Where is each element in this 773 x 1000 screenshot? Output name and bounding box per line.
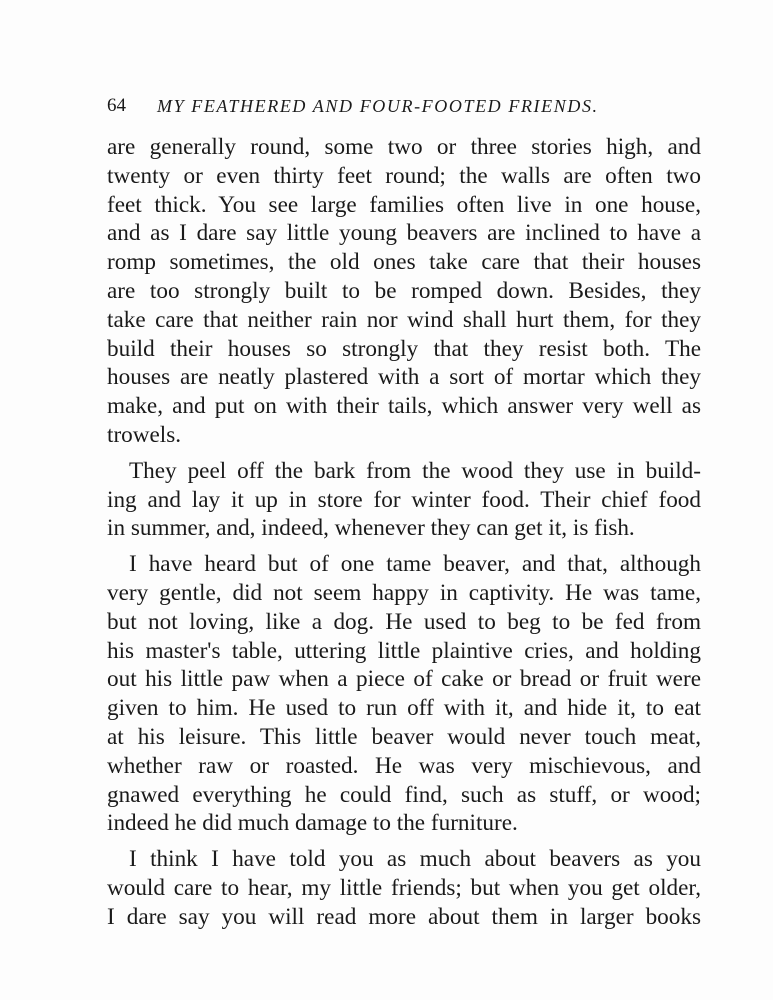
text-line: make, and put on with their tails, which answer very well as bbox=[107, 393, 701, 420]
text-line: take care that neither rain nor wind shall hurt them, for they bbox=[107, 306, 701, 333]
text-line: build their houses so strongly that they resist both. The bbox=[107, 335, 701, 362]
text-line: ing and lay it up in store for winter food. Their chief food bbox=[107, 486, 701, 513]
text-line: I think I have told you as much about beavers as you bbox=[129, 846, 701, 873]
paragraph-bark-food bbox=[107, 457, 701, 543]
text-line: whether raw or roasted. He was very mischievous, and bbox=[107, 752, 701, 779]
text-line: at his leisure. This little beaver would never touch meat, bbox=[107, 723, 701, 750]
text-line: in summer, and, indeed, whenever they can get it, is fish. bbox=[107, 515, 635, 542]
text-line: houses are neatly plastered with a sort of mortar which they bbox=[107, 364, 701, 391]
text-line: gnawed everything he could find, such as stuff, or wood; bbox=[107, 781, 701, 808]
text-line: indeed he did much damage to the furniture. bbox=[107, 810, 518, 837]
text-line: They peel off the bark from the wood they use in build- bbox=[129, 457, 701, 484]
text-line: feet thick. You see large families often live in one house, bbox=[107, 191, 701, 218]
body-text bbox=[107, 133, 701, 932]
text-line: would care to hear, my little friends; but when you get older, bbox=[107, 874, 701, 901]
text-line: his master's table, uttering little plaintive cries, and holding bbox=[107, 637, 701, 664]
text-line: very gentle, did not seem happy in captivity. He was tame, bbox=[107, 579, 701, 606]
paragraph-tame-beaver bbox=[107, 550, 701, 838]
running-title: MY FEATHERED AND FOUR-FOOTED FRIENDS. bbox=[157, 96, 599, 116]
text-line: trowels. bbox=[107, 421, 182, 448]
text-line: romp sometimes, the old ones take care that their houses bbox=[107, 249, 701, 276]
text-line: given to him. He used to run off with it, and hide it, to eat bbox=[107, 695, 701, 722]
text-line: and as I dare say little young beavers are inclined to have a bbox=[107, 220, 701, 247]
paragraph-beaver-houses bbox=[107, 133, 701, 450]
page-header bbox=[107, 92, 667, 120]
text-line: are generally round, some two or three stories high, and bbox=[107, 134, 701, 160]
page-number: 64 bbox=[107, 95, 126, 116]
text-line: I dare say you will read more about them in larger books bbox=[107, 903, 701, 930]
text-line: out his little paw when a piece of cake or bread or fruit were bbox=[107, 666, 701, 693]
text-line: twenty or even thirty feet round; the walls are often two bbox=[107, 162, 701, 189]
text-line: I have heard but of one tame beaver, and that, although bbox=[129, 551, 701, 578]
text-line: but not loving, like a dog. He used to beg to be fed from bbox=[107, 608, 701, 635]
paragraph-closing bbox=[107, 845, 701, 931]
text-line: are too strongly built to be romped down. Besides, they bbox=[107, 277, 701, 304]
